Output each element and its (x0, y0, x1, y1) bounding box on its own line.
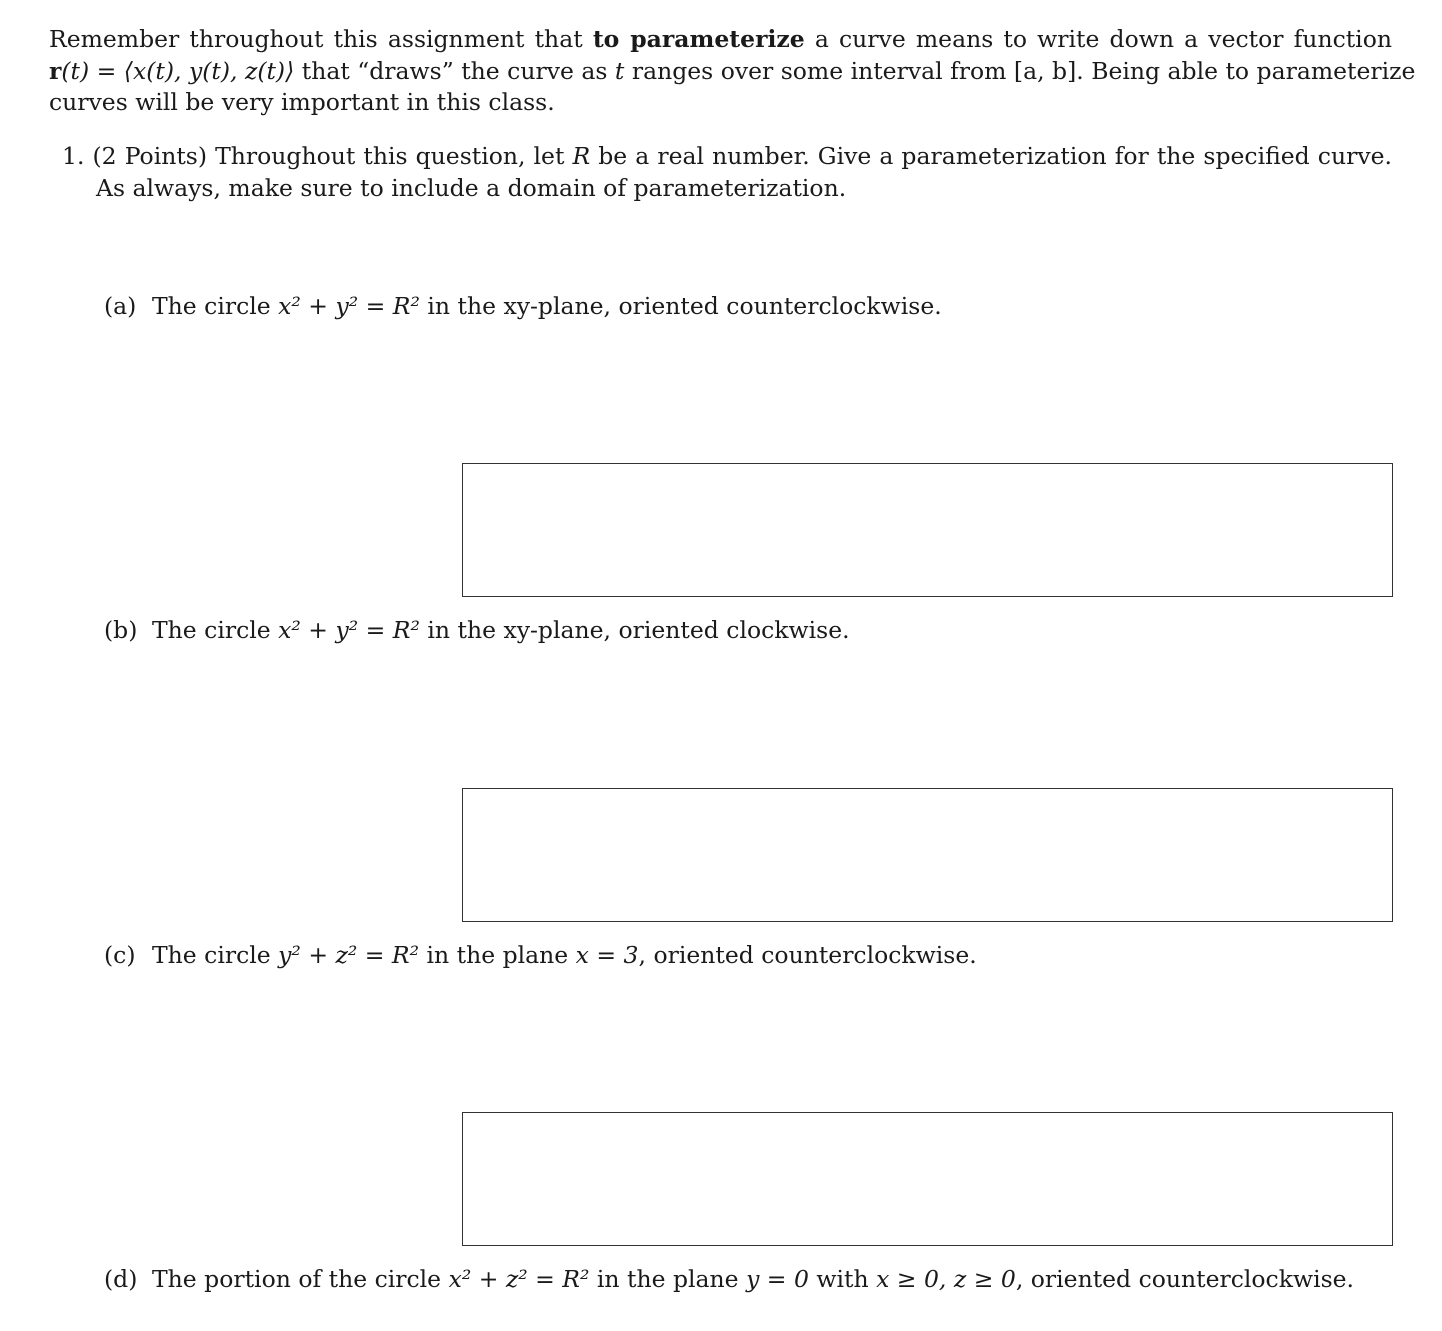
intro-line-3: curves will be very important in this class. (49, 88, 555, 116)
part-d (104, 1264, 1354, 1296)
answer-box-b[interactable] (462, 788, 1393, 922)
part-text: with (808, 1265, 877, 1293)
part-text: The portion of the circle (152, 1265, 449, 1293)
intro-paragraph (49, 24, 1416, 119)
question-number: 1. (62, 142, 85, 170)
intro-line-2 (49, 56, 1416, 88)
variable-t: t (614, 56, 625, 85)
question-1 (62, 141, 1392, 204)
answer-box-c[interactable] (462, 1112, 1393, 1246)
part-text: , oriented counterclockwise. (638, 941, 977, 969)
intro-text: ranges over some interval from [a, b]. Being able to parameterize (624, 56, 1416, 85)
part-a (104, 291, 942, 323)
question-text: (2 Points) Throughout this question, let (92, 142, 573, 170)
part-equation: x ≥ 0, z ≥ 0 (876, 1265, 1016, 1293)
part-equation: y² + z² = R² (278, 941, 420, 969)
part-text: in the xy-plane, oriented counterclockwise. (419, 292, 942, 320)
part-text: in the plane (419, 941, 576, 969)
intro-text: Remember throughout this assignment that (49, 25, 593, 53)
part-text: in the xy-plane, oriented clockwise. (419, 616, 850, 644)
part-text: , oriented counterclockwise. (1015, 1265, 1355, 1293)
part-text: The circle (152, 941, 279, 969)
part-equation: x² + z² = R² (448, 1265, 590, 1293)
part-equation: y = 0 (746, 1265, 809, 1293)
intro-line-1 (49, 24, 1392, 56)
question-1-line-1 (62, 141, 1392, 173)
part-c (104, 940, 977, 972)
intro-text: that “draws” the curve as (294, 56, 615, 85)
part-text: in the plane (589, 1265, 747, 1293)
variable-R: R (572, 142, 591, 170)
part-label: (b) (104, 616, 138, 644)
answer-box-a[interactable] (462, 463, 1393, 597)
question-text: be a real number. Give a parameterization for the specified curve. (590, 142, 1392, 170)
part-text: The circle (152, 292, 279, 320)
part-equation: x² + y² = R² (278, 292, 420, 320)
intro-bold-term: to parameterize (592, 25, 805, 53)
vector-function-math: (t) = ⟨x(t), y(t), z(t)⟩ (61, 56, 295, 85)
part-label: (a) (104, 292, 137, 320)
part-label: (d) (104, 1265, 138, 1293)
part-text: The circle (152, 616, 279, 644)
vector-r: r (49, 56, 62, 85)
part-equation: x² + y² = R² (278, 616, 420, 644)
part-label: (c) (104, 941, 136, 969)
intro-text: a curve means to write down a vector function (804, 25, 1392, 53)
part-equation: x = 3 (575, 941, 639, 969)
question-1-line-2: As always, make sure to include a domain of parameterization. (96, 173, 847, 202)
part-b (104, 615, 850, 647)
